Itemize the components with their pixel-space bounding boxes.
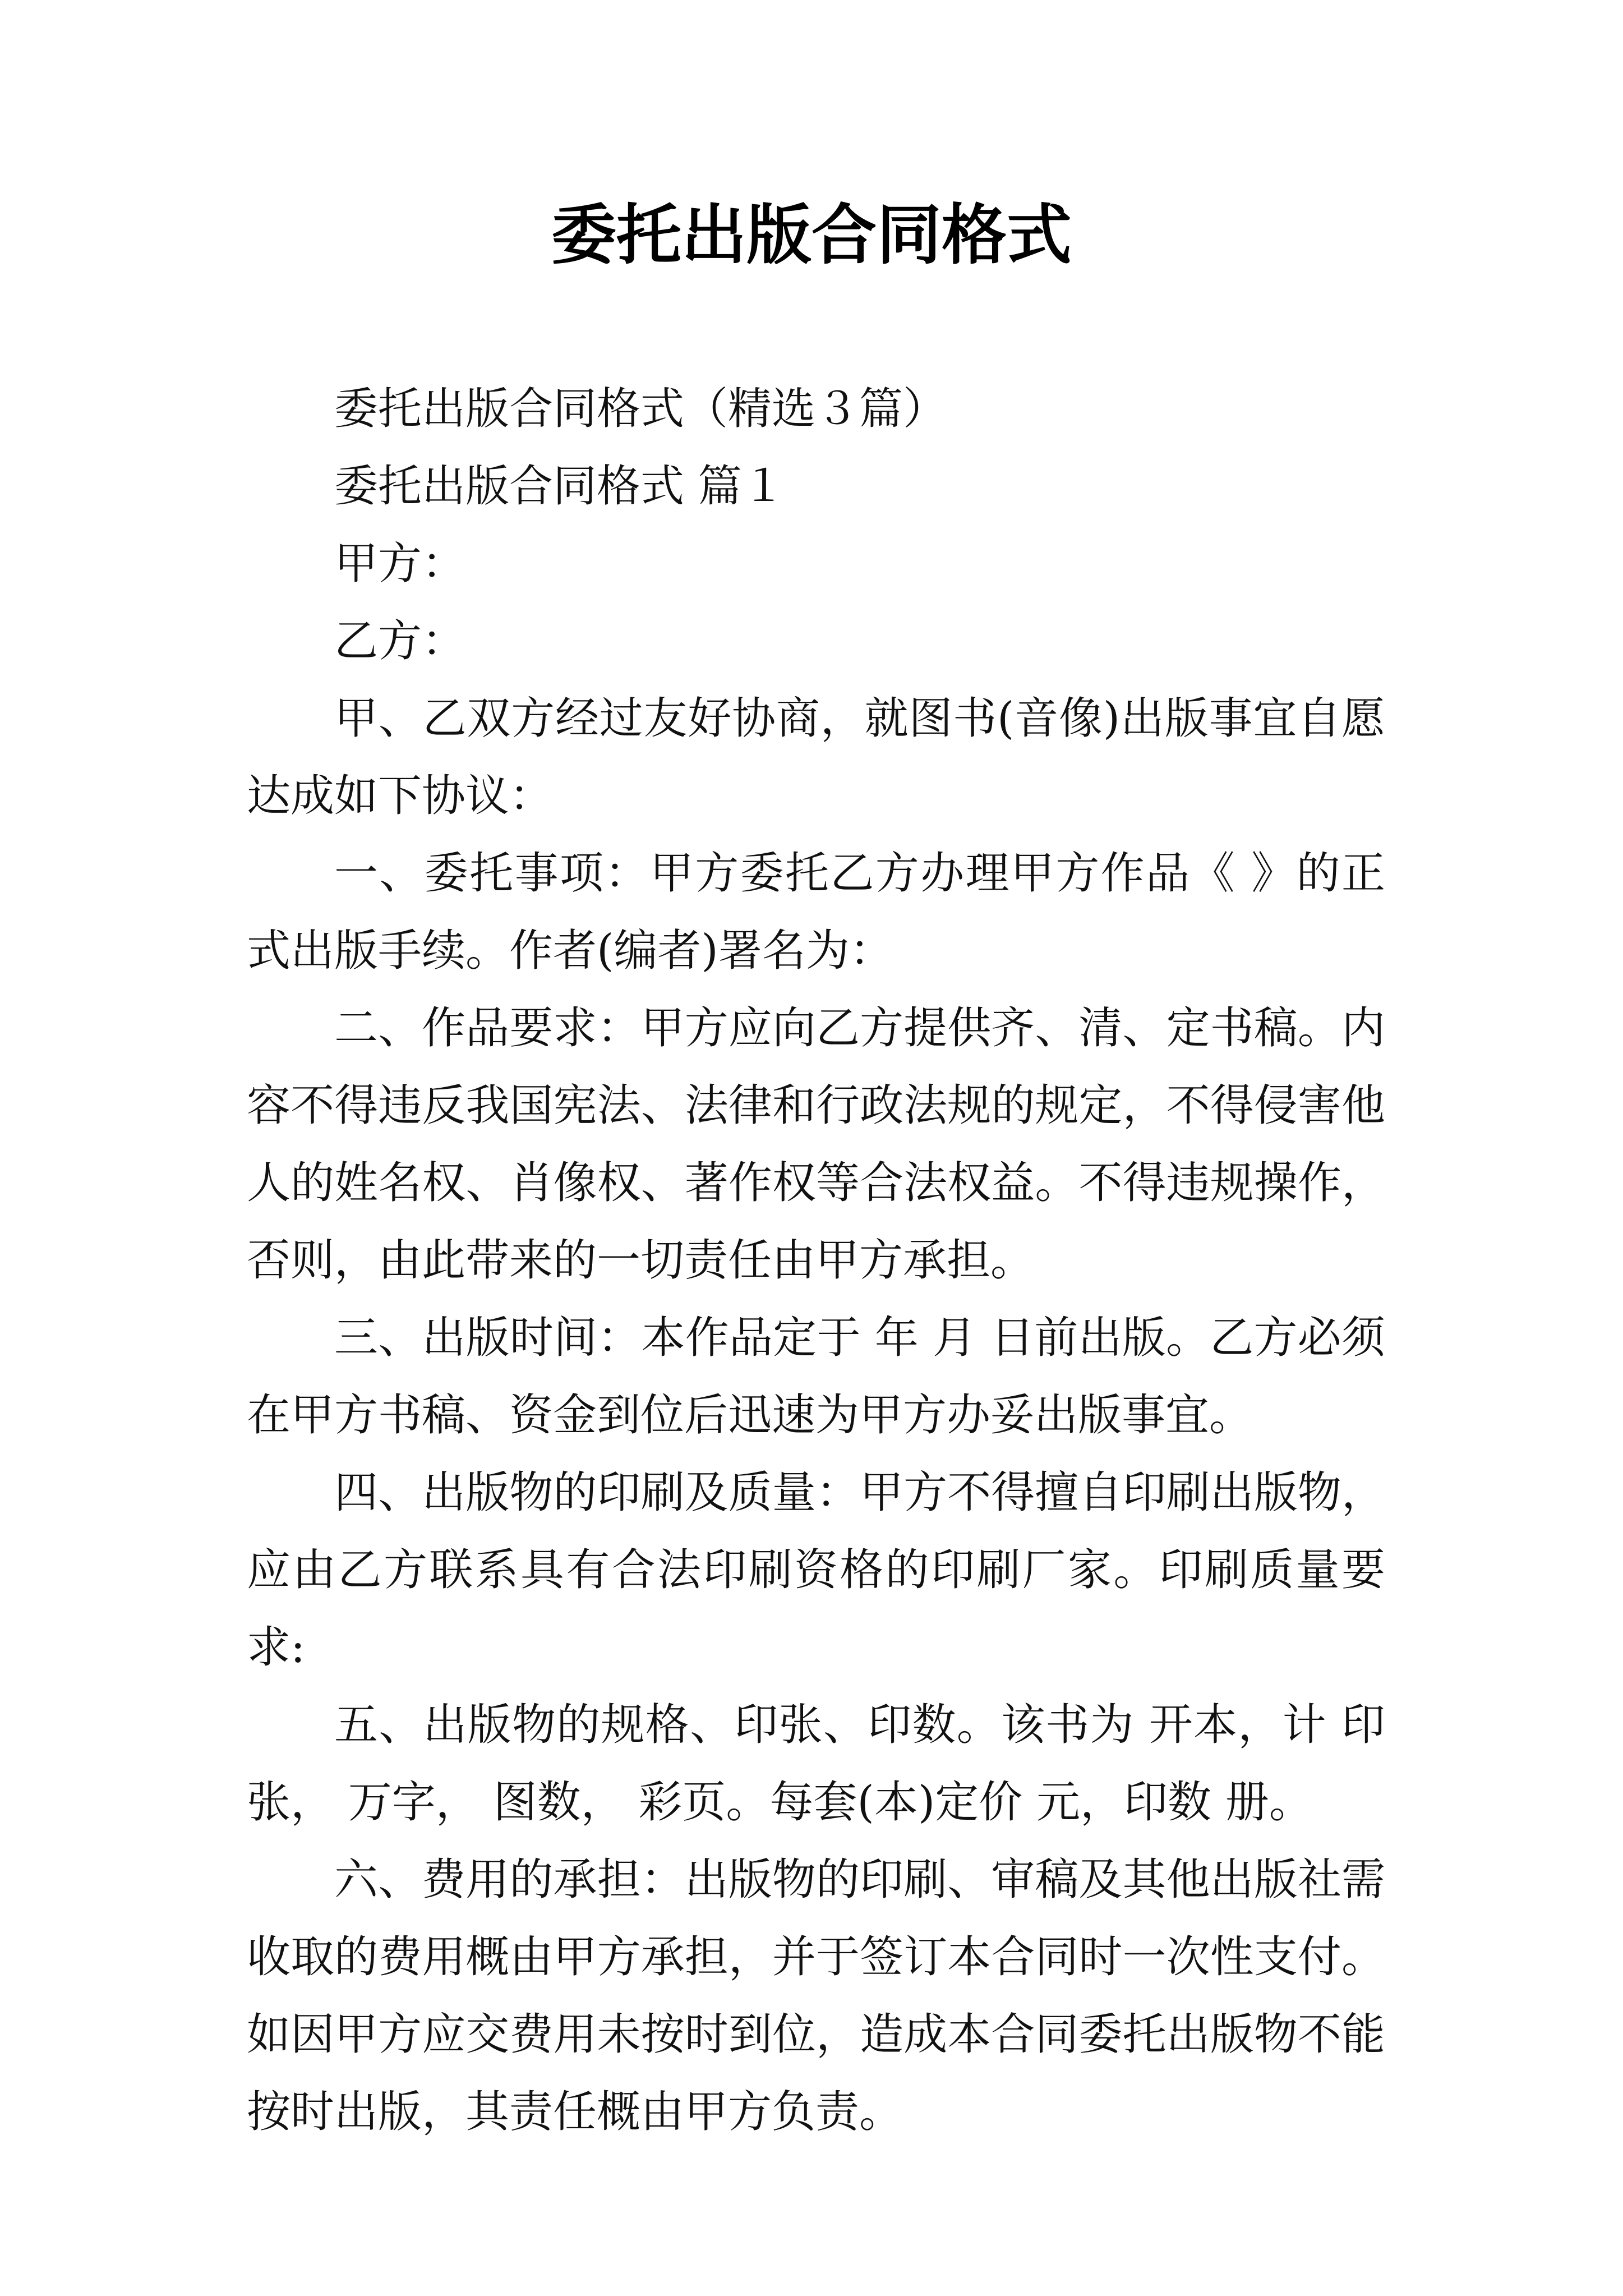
clause-1-entrusted-matters: 一、委托事项：甲方委托乙方办理甲方作品《 》的正式出版手续。作者(编者)署名为： [247, 848, 1385, 976]
clause-2-work-requirements: 二、作品要求：甲方应向乙方提供齐、清、定书稿。内容不得违反我国宪法、法律和行政法规的规定，不得侵害他人的姓名权、肖像权、著作权等合法权益。不得违规操作，否则，由此带来的一切责任由甲方承担。 [247, 1003, 1385, 1286]
preamble-paragraph: 甲、乙双方经过友好协商，就图书(音像)出版事宜自愿达成如下协议： [247, 693, 1385, 821]
section-heading-part-1: 委托出版合同格式 篇１ [334, 461, 786, 512]
clause-3-publication-time: 三、出版时间：本作品定于 年 月 日前出版。乙方必须在甲方书稿、资金到位后迅速为甲方办妥出版事宜。 [247, 1313, 1385, 1441]
clause-4-printing-quality: 四、出版物的印刷及质量：甲方不得擅自印刷出版物，应由乙方联系具有合法印刷资格的印刷厂家。印刷质量要求: [247, 1467, 1385, 1673]
party-b-line: 乙方： [334, 616, 466, 666]
subtitle-selected-3: 委托出版合同格式（精选３篇） [334, 384, 947, 434]
clause-6-costs: 六、费用的承担：出版物的印刷、审稿及其他出版社需收取的费用概由甲方承担，并于签订本合同时一次性支付。如因甲方应交费用未按时到位，造成本合同委托出版物不能按时出版，其责任概由甲方负责。 [247, 1855, 1385, 2137]
party-a-line: 甲方： [334, 539, 466, 589]
document-title: 委托出版合同格式 [551, 197, 1072, 273]
document-body [247, 370, 1385, 2151]
clause-5-specifications: 五、出版物的规格、印张、印数。该书为 开本，计 印张， 万字， 图数， 彩页。每套(本)定价 元，印数 册。 [247, 1700, 1385, 1828]
